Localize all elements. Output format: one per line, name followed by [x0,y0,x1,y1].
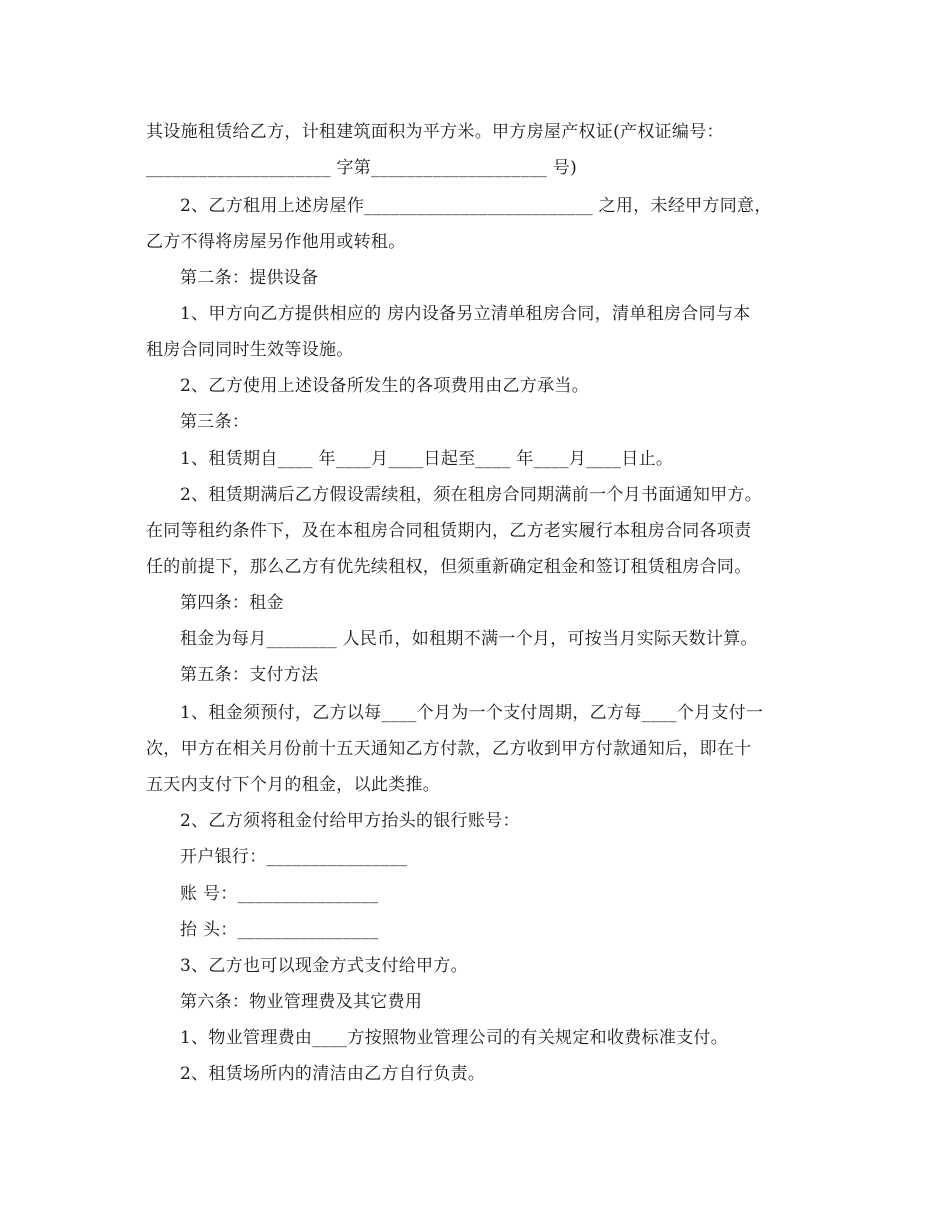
text-line-1: 其设施租赁给乙方，计租建筑面积为平方米。甲方房屋产权证(产权证编号： [146,122,724,142]
text-line-6: 1、甲方向乙方提供相应的 房内设备另立清单租房合同，清单租房合同与本 [180,304,751,324]
text-line-13: 任的前提下，那么乙方有优先续租权，但须重新确定租金和签订租赁租房合同。 [146,557,752,577]
section-heading-4: 第四条：租金 [180,593,284,613]
text-line-2: _____________________ 字第____________________ 号) [146,158,578,178]
text-line-24: 3、乙方也可以现金方式支付给甲方。 [180,956,468,976]
text-line-15: 租金为每月________ 人民币，如租期不满一个月，可按当月实际天数计算。 [180,629,758,649]
text-line-19: 五天内支付下个月的租金，以此类推。 [146,775,441,795]
bank-name-field: 开户银行：________________ [180,847,408,867]
text-line-27: 2、租赁场所内的清洁由乙方自行负责。 [180,1064,486,1084]
account-holder-field: 抬 头：________________ [180,920,379,940]
section-heading-5: 第五条：支付方法 [180,665,319,685]
text-line-17: 1、租金须预付，乙方以每____个月为一个支付周期，乙方每____个月支付一 [180,703,764,723]
text-line-7: 租房合同同时生效等设施。 [146,340,354,360]
text-line-26: 1、物业管理费由____方按照物业管理公司的有关规定和收费标准支付。 [180,1028,729,1048]
text-line-4: 乙方不得将房屋另作他用或转租。 [146,232,406,252]
section-heading-3: 第三条： [180,412,250,432]
text-line-20: 2、乙方须将租金付给甲方抬头的银行账号： [180,811,520,831]
section-heading-2: 第二条：提供设备 [180,268,319,288]
text-line-10: 1、租赁期自____ 年____月____日起至____ 年____月____日止。 [180,449,674,469]
section-heading-6: 第六条：物业管理费及其它费用 [180,992,423,1012]
text-line-11: 2、租赁期满后乙方假设需续租，须在租房合同期满前一个月书面通知甲方。 [180,485,763,505]
text-line-18: 次，甲方在相关月份前十五天通知乙方付款，乙方收到甲方付款通知后，即在十 [146,739,752,759]
text-line-8: 2、乙方使用上述设备所发生的各项费用由乙方承当。 [180,376,590,396]
text-line-3: 2、乙方租用上述房屋作__________________________ 之用，未经甲方同意， [180,196,772,216]
text-line-12: 在同等租约条件下，及在本租房合同租赁期内，乙方老实履行本租房合同各项责 [146,521,752,541]
account-number-field: 账 号：________________ [180,884,379,904]
